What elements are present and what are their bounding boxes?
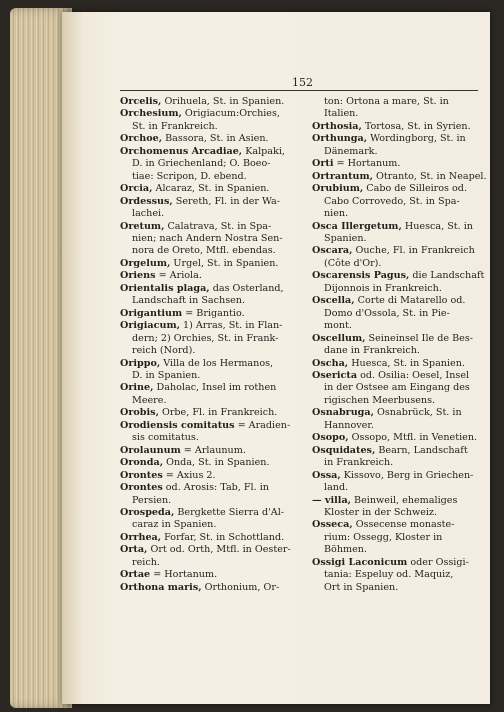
entry-headword: Ossigi Laconicum	[312, 556, 408, 568]
entry-text: 1) Arras, St. in Flan-	[179, 320, 283, 332]
entry-continuation-line	[120, 495, 302, 507]
entry-line	[120, 457, 302, 469]
entry-headword: Orobis,	[120, 407, 159, 419]
entry-text: Beinweil, ehemaliges	[351, 494, 458, 506]
entry-line	[120, 96, 302, 108]
entry-line	[312, 183, 478, 195]
entry-text: = Hortanum.	[150, 569, 218, 581]
entry-text: Landschaft in Sachsen.	[132, 295, 246, 307]
entry-line	[312, 495, 478, 507]
entry-line	[120, 532, 302, 544]
entry-text: Domo d'Ossola, St. in Pie-	[324, 307, 450, 319]
entry-text: Ort od. Orth, Mtfl. in Oester-	[147, 544, 291, 556]
entry-text: mont.	[324, 320, 352, 332]
entry-text: D. in Spanien.	[132, 369, 201, 381]
entry-continuation-line	[120, 395, 302, 407]
entry-headword: Oscha,	[312, 357, 349, 369]
entry-continuation-line	[312, 146, 478, 158]
entry-continuation-line	[120, 208, 302, 220]
entry-text: (Côte d'Or).	[324, 257, 382, 269]
entry-continuation-line	[312, 233, 478, 245]
entry-line	[312, 158, 478, 170]
entry-text: Alcaraz, St. in Spanien.	[152, 183, 270, 195]
entry-headword: Oscarensis Pagus,	[312, 270, 410, 282]
entry-text: Kloster in der Schweiz.	[324, 506, 438, 518]
entry-line	[120, 482, 302, 494]
entry-headword: Orcia,	[120, 183, 153, 195]
entry-text: Seineinsel Ile de Bes-	[365, 332, 474, 344]
entry-headword: Osseca,	[312, 519, 353, 531]
entry-text: die Landschaft	[409, 270, 485, 282]
entry-line	[120, 196, 302, 208]
entry-line	[312, 519, 478, 531]
entry-text: Kalpaki,	[242, 145, 285, 157]
entry-headword: — villa,	[312, 494, 351, 506]
entry-line	[312, 557, 478, 569]
entry-headword: Origantium	[120, 307, 183, 319]
entry-continuation-line	[312, 320, 478, 332]
entry-text: = Brigantio.	[182, 307, 245, 319]
entry-text: Cabo de Silleiros od.	[363, 183, 467, 195]
entry-line	[120, 507, 302, 519]
entry-text: Spanien.	[324, 232, 367, 244]
entry-headword: Orgelum,	[120, 257, 171, 269]
entry-continuation-line	[312, 482, 478, 494]
entry-text: land.	[324, 482, 349, 494]
entry-headword: Oretum,	[120, 220, 165, 232]
entry-headword: Orolaunum	[120, 444, 181, 456]
entry-text: Orthonium, Or-	[201, 581, 280, 593]
entry-text: Onda, St. in Spanien.	[163, 457, 270, 469]
entry-text: = Ariola.	[155, 270, 202, 282]
entry-headword: Origiacum,	[120, 320, 180, 332]
entry-line	[120, 445, 302, 457]
entry-line	[312, 295, 478, 307]
entry-continuation-line	[120, 333, 302, 345]
entry-text: rium: Ossegg, Kloster in	[324, 531, 443, 543]
entry-continuation-line	[120, 432, 302, 444]
entry-text: Forfar, St. in Schottland.	[161, 531, 285, 543]
entry-headword: Orospeda,	[120, 506, 175, 518]
entry-text: Tortosa, St. in Syrien.	[361, 120, 471, 132]
entry-continuation-line	[312, 507, 478, 519]
entry-line	[120, 258, 302, 270]
entry-text: Sereth, Fl. in der Wa-	[172, 195, 281, 207]
entry-text: Bearn, Landschaft	[375, 444, 468, 456]
left-column	[120, 96, 302, 594]
entry-line	[120, 133, 302, 145]
entry-text: Bergkette Sierra d'Al-	[174, 506, 285, 518]
entry-headword: Orchoe,	[120, 133, 163, 145]
entry-continuation-line	[120, 557, 302, 569]
entry-text: ton: Ortona a mare, St. in	[324, 96, 449, 107]
entry-continuation-line	[120, 519, 302, 531]
entry-continuation-line	[312, 96, 478, 108]
entry-text: Osnabrück, St. in	[373, 407, 462, 419]
entry-headword: Ordessus,	[120, 195, 173, 207]
entry-text: Cabo Corrovedo, St. in Spa-	[324, 195, 460, 207]
entry-continuation-line	[312, 258, 478, 270]
entry-text: sis comitatus.	[132, 432, 199, 444]
entry-text: Huesca, St. in	[401, 220, 473, 232]
entry-text: St. in Frankreich.	[132, 120, 218, 132]
entry-headword: Oriens	[120, 270, 156, 282]
entry-text: Origiacum:Orchies,	[181, 108, 280, 120]
entry-headword: Orthona maris,	[120, 581, 202, 593]
entry-headword: Oscara,	[312, 245, 353, 257]
entry-text: oder Ossigi-	[407, 556, 469, 568]
entry-text: Dijonnois in Frankreich.	[324, 282, 442, 294]
entry-line	[312, 245, 478, 257]
entry-continuation-line	[312, 395, 478, 407]
entry-text: Persien.	[132, 494, 172, 506]
entry-line	[312, 270, 485, 282]
entry-line	[312, 358, 478, 370]
entry-text: das Osterland,	[209, 282, 284, 294]
entry-text: Böhmen.	[324, 544, 368, 556]
entry-text: Orihuela, St. in Spanien.	[161, 96, 285, 107]
entry-text: Calatrava, St. in Spa-	[164, 220, 272, 232]
entry-continuation-line	[312, 283, 478, 295]
entry-line	[312, 333, 478, 345]
entry-headword: Orubium,	[312, 183, 364, 195]
entry-line	[120, 358, 302, 370]
entry-line	[312, 221, 478, 233]
entry-line	[312, 133, 478, 145]
entry-line	[120, 183, 302, 195]
entry-continuation-line	[312, 308, 478, 320]
entry-text: lachei.	[132, 208, 165, 220]
entry-continuation-line	[312, 544, 478, 556]
entry-text: Huesca, St. in Spanien.	[348, 357, 465, 369]
entry-text: dern; 2) Orchies, St. in Frank-	[132, 332, 279, 344]
entry-headword: Oscellum,	[312, 332, 366, 344]
entry-line	[120, 320, 302, 332]
entry-text: nien.	[324, 208, 349, 220]
entry-text: Daholac, Insel im rothen	[153, 382, 277, 394]
entry-text: caraz in Spanien.	[132, 519, 217, 531]
entry-text: = Hortanum.	[333, 158, 401, 170]
entry-line	[312, 121, 478, 133]
entry-line	[120, 582, 302, 594]
entry-continuation-line	[120, 158, 302, 170]
entry-text: Orbe, Fl. in Frankreich.	[158, 407, 278, 419]
entry-text: D. in Griechenland; O. Boeo-	[132, 158, 271, 170]
entry-continuation-line	[312, 582, 478, 594]
entry-text: Ouche, Fl. in Frankreich	[352, 245, 475, 257]
entry-continuation-line	[120, 370, 302, 382]
entry-text: Villa de los Hermanos,	[160, 357, 274, 369]
entry-line	[120, 569, 302, 581]
entry-text: Ossopo, Mtfl. in Venetien.	[348, 432, 478, 444]
entry-text: tiae: Scripon, D. ebend.	[132, 170, 247, 182]
entry-line	[120, 407, 302, 419]
entry-text: rigischen Meerbusens.	[324, 394, 436, 406]
entry-text: Ossecense monaste-	[352, 519, 455, 531]
entry-continuation-line	[312, 382, 478, 394]
entry-text: Ort in Spanien.	[324, 581, 399, 593]
entry-headword: Osnabruga,	[312, 407, 374, 419]
entry-text: Corte di Matarello od.	[354, 295, 466, 307]
entry-line	[312, 407, 478, 419]
entry-continuation-line	[312, 420, 478, 432]
entry-continuation-line	[312, 208, 478, 220]
entry-headword: Ortrantum,	[312, 170, 373, 182]
entry-text: reich.	[132, 556, 160, 568]
entry-continuation-line	[120, 245, 302, 257]
entry-continuation-line	[120, 295, 302, 307]
entry-headword: Orientalis plaga,	[120, 282, 210, 294]
entry-text: Hannover.	[324, 419, 374, 431]
entry-headword: Orthunga,	[312, 133, 368, 145]
entry-headword: Ossa,	[312, 469, 341, 481]
entry-headword: Osca Illergetum,	[312, 220, 402, 232]
header-rule	[120, 90, 478, 91]
entry-headword: Orine,	[120, 382, 154, 394]
entry-line	[120, 470, 302, 482]
entry-text: reich (Nord).	[132, 345, 196, 357]
entry-line	[312, 445, 478, 457]
entry-headword: Orthosia,	[312, 120, 362, 132]
entry-headword: Orontes	[120, 482, 163, 494]
entry-headword: Orippo,	[120, 357, 161, 369]
entry-text: = Arlaunum.	[180, 444, 246, 456]
entry-continuation-line	[120, 345, 302, 357]
entry-line	[312, 470, 478, 482]
right-column	[312, 96, 487, 594]
entry-headword: Osericta	[312, 369, 358, 381]
entry-text: Italien.	[324, 108, 359, 120]
entry-text: tania: Espeluy od. Maquiz,	[324, 569, 454, 581]
entry-continuation-line	[120, 121, 302, 133]
entry-continuation-line	[312, 345, 478, 357]
entry-headword: Oronda,	[120, 457, 164, 469]
entry-text: Wordingborg, St. in	[367, 133, 466, 145]
entry-line	[120, 382, 302, 394]
entry-text: Kissovo, Berg in Griechen-	[340, 469, 474, 481]
entry-text: od. Arosis: Tab, Fl. in	[162, 482, 269, 494]
entry-text: Meere.	[132, 394, 167, 406]
entry-headword: Orodiensis comitatus	[120, 419, 235, 431]
entry-line	[312, 370, 478, 382]
entry-headword: Orontes	[120, 469, 163, 481]
entry-headword: Orchesium,	[120, 108, 182, 120]
entry-continuation-line	[312, 457, 478, 469]
entry-text: nien; nach Andern Nostra Sen-	[132, 232, 283, 244]
entry-headword: Ortae	[120, 569, 151, 581]
entry-headword: Osquidates,	[312, 444, 376, 456]
entry-text: = Axius 2.	[162, 469, 216, 481]
entry-text: Urgel, St. in Spanien.	[170, 257, 279, 269]
entry-continuation-line	[312, 569, 478, 581]
entry-text: = Aradien-	[234, 419, 291, 431]
entry-headword: Orta,	[120, 544, 148, 556]
entry-continuation-line	[312, 108, 478, 120]
entry-line	[120, 270, 302, 282]
entry-line	[120, 308, 302, 320]
entry-continuation-line	[120, 233, 302, 245]
entry-text: Otranto, St. in Neapel.	[373, 170, 487, 182]
entry-text: nora de Oreto, Mtfl. ebendas.	[132, 245, 276, 257]
entry-text: dane in Frankreich.	[324, 345, 420, 357]
entry-line	[120, 420, 302, 432]
entry-line	[312, 432, 478, 444]
entry-line	[120, 221, 302, 233]
entry-continuation-line	[312, 532, 478, 544]
entry-text: Dänemark.	[324, 145, 378, 157]
entry-headword: Osopo,	[312, 432, 349, 444]
entry-line	[120, 544, 302, 556]
entry-headword: Orcelis,	[120, 96, 162, 107]
entry-continuation-line	[312, 196, 478, 208]
page-number: 152	[292, 76, 313, 89]
entry-headword: Oscella,	[312, 295, 355, 307]
entry-text: in der Ostsee am Eingang des	[324, 382, 470, 394]
entry-headword: Orrhea,	[120, 531, 162, 543]
entry-headword: Orchomenus Arcadiae,	[120, 145, 243, 157]
entry-text: Bassora, St. in Asien.	[162, 133, 269, 145]
entry-line	[120, 146, 302, 158]
entry-line	[312, 170, 487, 183]
entry-line	[120, 283, 302, 295]
entry-line	[120, 108, 302, 120]
entry-headword: Orti	[312, 158, 334, 170]
entry-continuation-line	[120, 171, 302, 183]
entry-text: in Frankreich.	[324, 457, 394, 469]
entry-text: od. Osilia: Oesel, Insel	[357, 369, 470, 381]
